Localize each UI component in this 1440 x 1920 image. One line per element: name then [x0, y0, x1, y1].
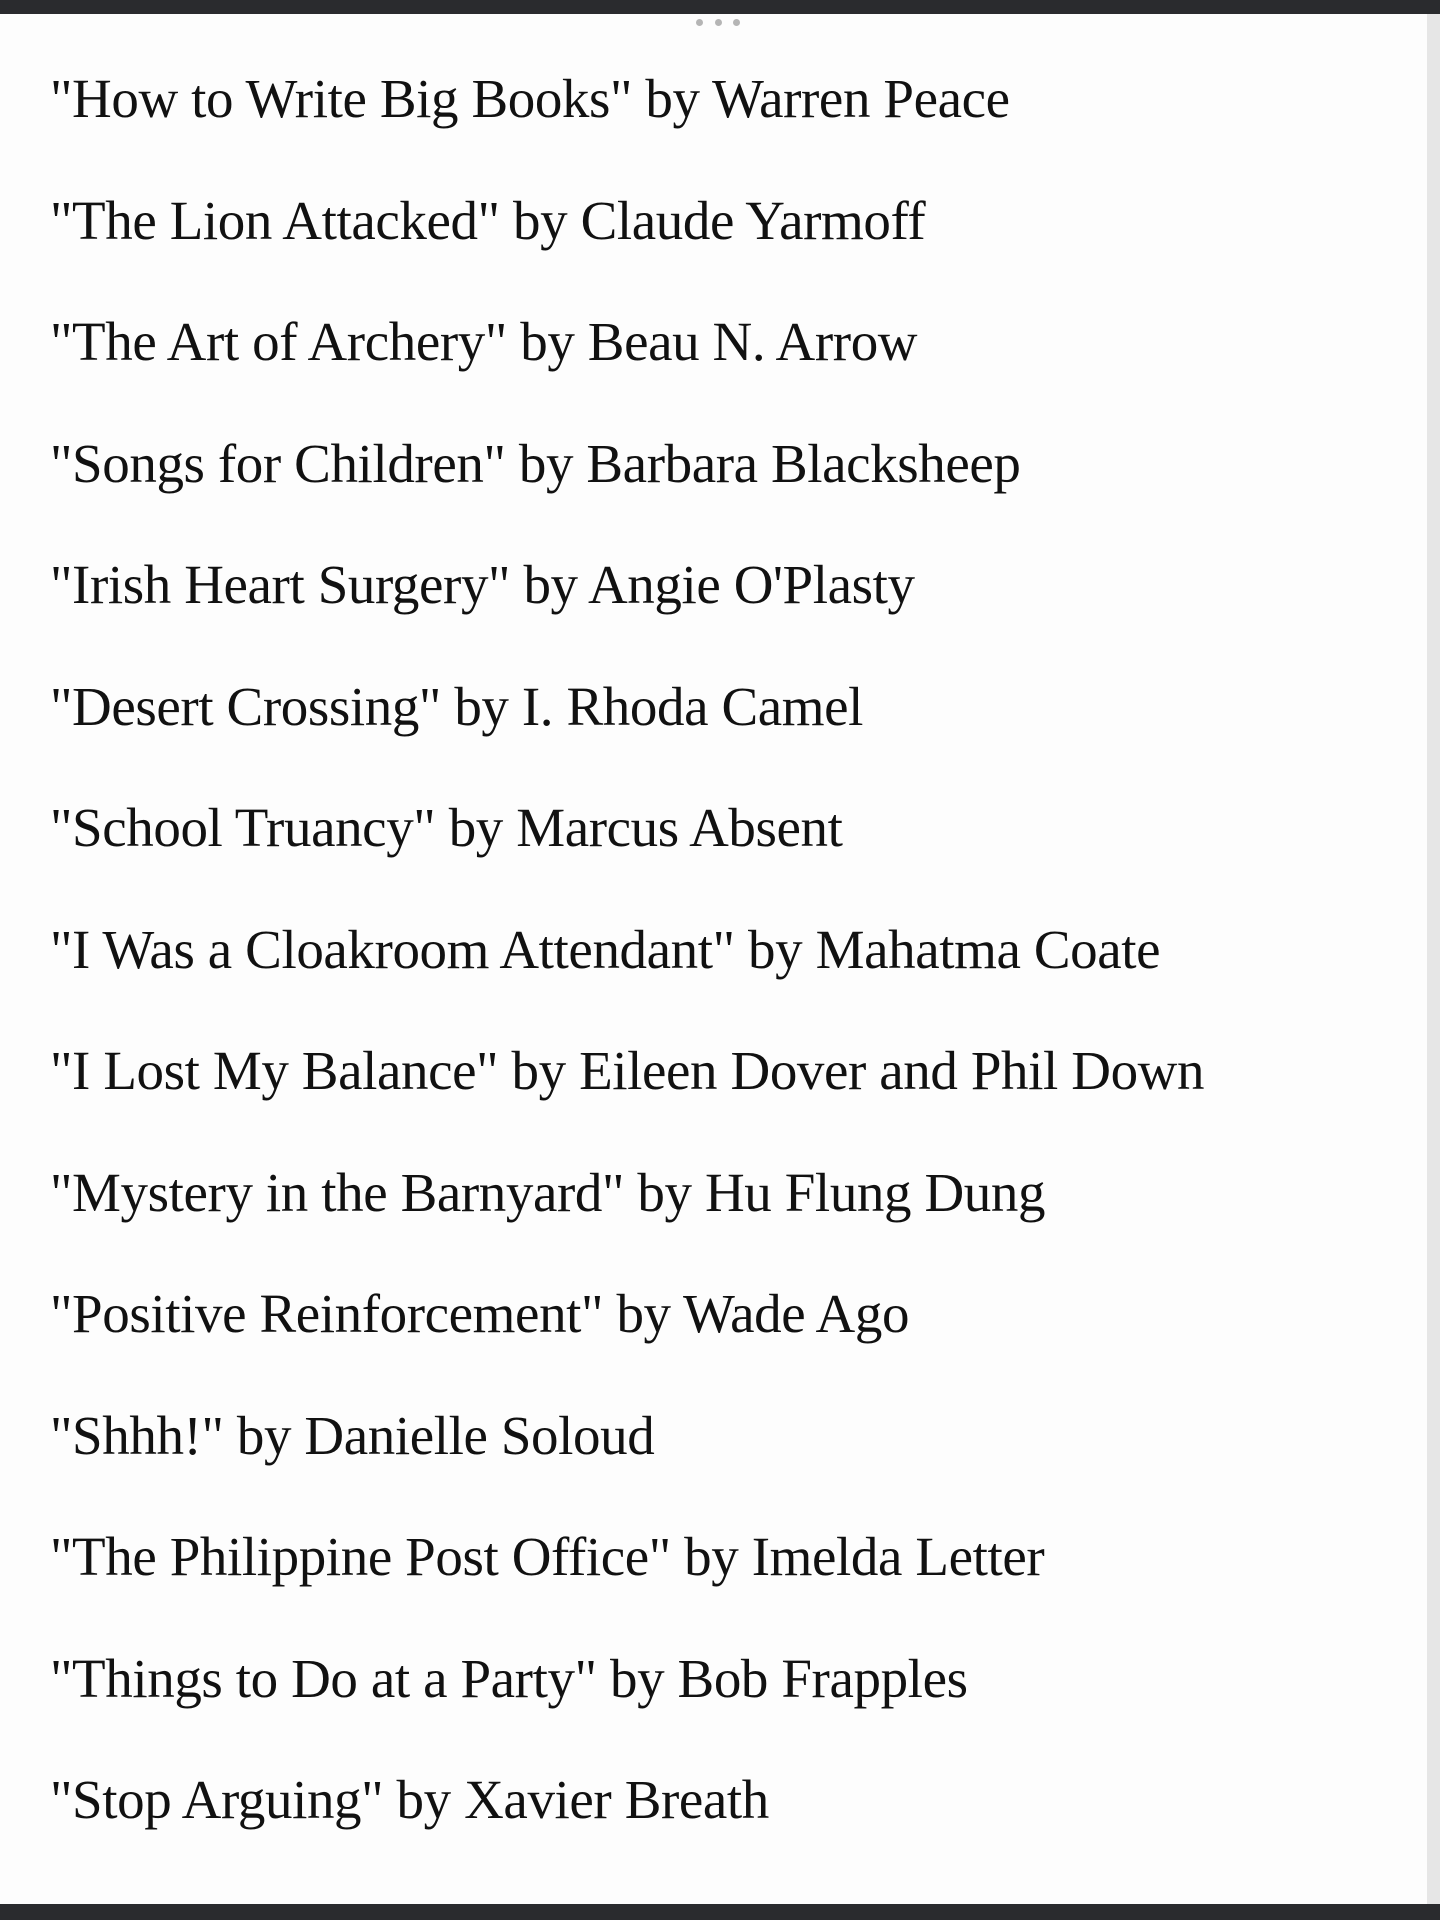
- book-entry: "I Lost My Balance" by Eileen Dover and Phil Down: [50, 1040, 1205, 1101]
- more-options-icon[interactable]: [696, 16, 740, 28]
- book-entry: "The Art of Archery" by Beau N. Arrow: [50, 311, 918, 372]
- book-entry: "The Philippine Post Office" by Imelda Letter: [50, 1526, 1045, 1587]
- book-entry: "Positive Reinforcement" by Wade Ago: [50, 1283, 910, 1344]
- book-entry: "How to Write Big Books" by Warren Peace: [50, 68, 1010, 129]
- dot-icon: [733, 19, 740, 26]
- page-right-edge: [1427, 14, 1440, 1904]
- book-entry: "Irish Heart Surgery" by Angie O'Plasty: [50, 554, 915, 615]
- book-entry: "I Was a Cloakroom Attendant" by Mahatma Coate: [50, 918, 1161, 980]
- book-entry: "Desert Crossing" by I. Rhoda Camel: [50, 675, 864, 737]
- book-entry: "Things to Do at a Party" by Bob Frapples: [50, 1647, 968, 1709]
- book-entry: "The Lion Attacked" by Claude Yarmoff: [50, 189, 926, 251]
- dot-icon: [696, 19, 703, 26]
- book-entry: "Stop Arguing" by Xavier Breath: [50, 1769, 769, 1830]
- book-entry: "Songs for Children" by Barbara Blacksheep: [50, 432, 1021, 494]
- book-entry: "Mystery in the Barnyard" by Hu Flung Dung: [50, 1161, 1046, 1223]
- dot-icon: [715, 19, 722, 26]
- top-bar: [0, 0, 1440, 14]
- bottom-bar: [0, 1904, 1440, 1920]
- book-entry: "School Truancy" by Marcus Absent: [50, 797, 843, 858]
- book-title-list: [50, 54, 1204, 1877]
- book-entry: "Shhh!" by Danielle Soloud: [50, 1404, 655, 1466]
